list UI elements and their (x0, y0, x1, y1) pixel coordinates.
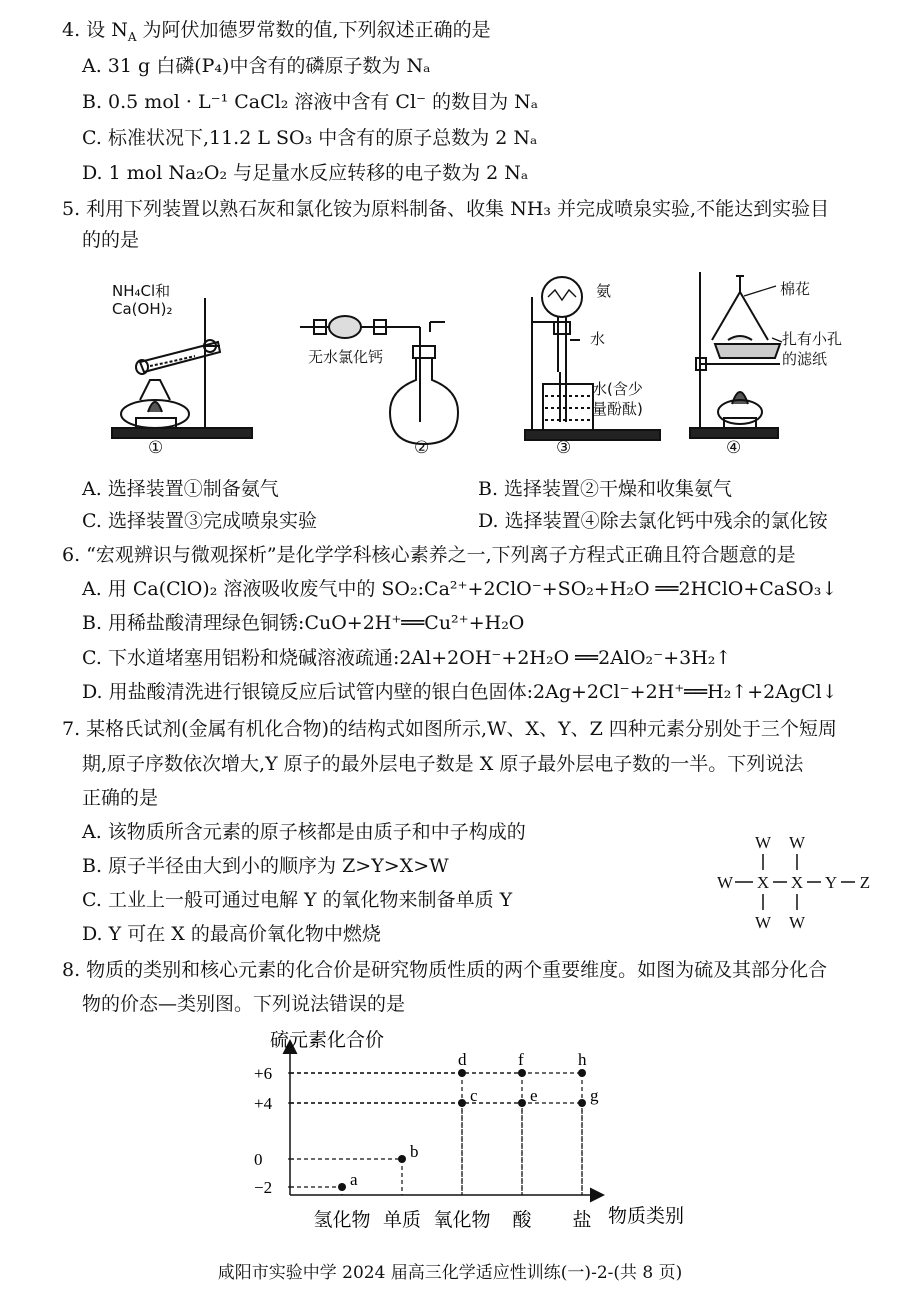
q7-stem-line2: 期,原子序数依次增大,Y 原子的最外层电子数是 X 原子最外层电子数的一半。下列说法 (82, 753, 804, 775)
q4-option-c: C. 标准状况下,11.2 L SO₃ 中含有的原子总数为 2 Nₐ (82, 127, 538, 149)
point-c (458, 1099, 466, 1107)
q4-option-d: D. 1 mol Na₂O₂ 与足量水反应转移的电子数为 2 Nₐ (82, 162, 529, 184)
label-caoh2: Ca(OH)₂ (112, 300, 173, 318)
y-axis-label: 硫元素化合价 (270, 1030, 385, 1051)
point-b (398, 1155, 406, 1163)
label-anhydrous-cacl2: 无水氯化钙 (308, 348, 384, 366)
point-e (518, 1099, 526, 1107)
valence-category-chart (250, 1020, 720, 1250)
q8-stem-line1: 8. 物质的类别和核心元素的化合价是研究物质性质的两个重要维度。如图为硫及其部分化合 (62, 959, 828, 981)
atom-w-bottom-1: W (754, 913, 772, 932)
q6-stem: 6. “宏观辨识与微观探析”是化学学科核心素养之一,下列离子方程式正确且符合题意的是 (62, 544, 796, 566)
apparatus-number-1: ① (148, 438, 164, 458)
q7-option-d: D. Y 可在 X 的最高价氧化物中燃烧 (82, 923, 381, 945)
q6-option-c: C. 下水道堵塞用铝粉和烧碱溶液疏通:2Al+2OH⁻+2H₂O ══2AlO₂⁻+3H₂↑ (82, 647, 732, 669)
q8-stem-line2: 物的价态—类别图。下列说法错误的是 (82, 993, 406, 1015)
atom-z: Z (859, 873, 871, 892)
atom-x-1: X (756, 873, 770, 892)
apparatus-number-4: ④ (726, 438, 742, 458)
q5-stem-line1: 5. 利用下列装置以熟石灰和氯化铵为原料制备、收集 NH₃ 并完成喷泉实验,不能达到实验目 (62, 198, 830, 220)
atom-y: Y (824, 873, 838, 892)
atom-x-2: X (790, 873, 804, 892)
label-nh4cl: NH₄Cl和 (112, 282, 171, 300)
q7-option-a: A. 该物质所含元素的原子核都是由质子和中子构成的 (82, 821, 526, 843)
point-a (338, 1183, 346, 1191)
x-tick-label: 氧化物 (433, 1210, 491, 1231)
label-water: 水 (590, 330, 606, 348)
q7-stem-line1: 7. 某格氏试剂(金属有机化合物)的结构式如图所示,W、X、Y、Z 四种元素分别处于三个短周 (62, 718, 837, 740)
q7-stem-line3: 正确的是 (82, 787, 159, 809)
label-ammonia: 氨 (596, 282, 612, 300)
x-tick-label: 氢化物 (313, 1210, 371, 1231)
point-label-h: h (578, 1050, 587, 1069)
y-tick-label: +4 (254, 1094, 273, 1113)
q6-option-d: D. 用盐酸清洗进行银镜反应后试管内壁的银白色固体:2Ag+2Cl⁻+2H⁺══H₂↑+2AgCl↓ (82, 681, 838, 703)
q7-option-b: B. 原子半径由大到小的顺序为 Z>Y>X>W (82, 855, 449, 877)
point-label-b: b (410, 1142, 419, 1161)
q5-option-d: D. 选择装置④除去氯化钙中残余的氯化铵 (478, 510, 828, 532)
page-footer: 咸阳市实验中学 2024 届高三化学适应性训练(一)-2-(共 8 页) (217, 1263, 683, 1283)
x-tick-label: 酸 (512, 1210, 532, 1231)
point-label-d: d (458, 1050, 467, 1069)
point-f (518, 1069, 526, 1077)
x-tick-label: 盐 (572, 1210, 592, 1231)
q5-stem-line2: 的的是 (82, 229, 140, 251)
x-axis-label: 物质类别 (608, 1206, 685, 1227)
label-water-phenol-2: 量酚酞) (592, 400, 643, 418)
label-filter-paper-2: 的滤纸 (782, 350, 828, 368)
atom-w-bottom-2: W (788, 913, 806, 932)
q5-option-c: C. 选择装置③完成喷泉实验 (82, 510, 317, 532)
apparatus-diagrams (100, 262, 880, 462)
y-tick-label: −2 (254, 1178, 273, 1197)
point-g (578, 1099, 586, 1107)
apparatus-number-3: ③ (556, 438, 572, 458)
atom-w-left: W (716, 873, 734, 892)
grignard-structure (705, 828, 890, 938)
q6-option-a: A. 用 Ca(ClO)₂ 溶液吸收废气中的 SO₂:Ca²⁺+2ClO⁻+SO₂+H₂O ══2HClO+CaSO₃↓ (82, 578, 838, 600)
q5-option-a: A. 选择装置①制备氨气 (82, 478, 279, 500)
label-cotton: 棉花 (780, 280, 811, 298)
q7-option-c: C. 工业上一般可通过电解 Y 的氧化物来制备单质 Y (82, 889, 513, 911)
point-label-c: c (470, 1086, 478, 1105)
q4-stem: 4. 设 $N_A$ 为阿伏加德罗常数的值,下列叙述正确的是 (62, 19, 491, 44)
point-h (578, 1069, 586, 1077)
point-label-a: a (350, 1170, 358, 1189)
point-d (458, 1069, 466, 1077)
apparatus-number-2: ② (414, 438, 430, 458)
point-label-f: f (518, 1050, 524, 1069)
atom-w-top-2: W (788, 833, 806, 852)
label-water-phenol-1: 水(含少 (592, 380, 643, 398)
q4-option-b: B. 0.5 mol · L⁻¹ CaCl₂ 溶液中含有 Cl⁻ 的数目为 Nₐ (82, 91, 539, 113)
q5-option-b: B. 选择装置②干燥和收集氨气 (478, 478, 733, 500)
x-tick-label: 单质 (382, 1210, 422, 1231)
point-label-g: g (590, 1086, 599, 1105)
point-label-e: e (530, 1086, 538, 1105)
q6-option-b: B. 用稀盐酸清理绿色铜锈:CuO+2H⁺══Cu²⁺+H₂O (82, 612, 525, 634)
atom-w-top-1: W (754, 833, 772, 852)
y-tick-label: +6 (254, 1064, 273, 1083)
q4-option-a: A. 31 g 白磷(P₄)中含有的磷原子数为 Nₐ (82, 55, 431, 77)
y-tick-label: 0 (254, 1150, 263, 1169)
label-filter-paper-1: 扎有小孔 (782, 330, 843, 348)
